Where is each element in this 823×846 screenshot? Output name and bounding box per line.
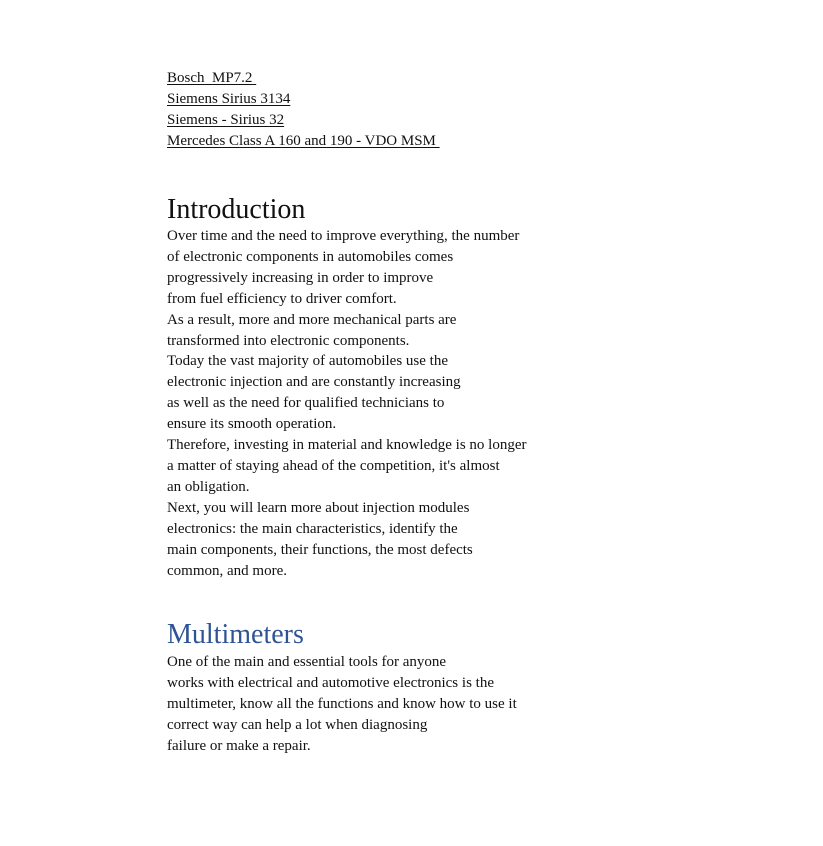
paragraph-line: as well as the need for qualified technicians to bbox=[167, 395, 445, 412]
paragraph-line: a matter of staying ahead of the competition, it's almost bbox=[167, 457, 500, 474]
multimeters-heading: Multimeters bbox=[167, 619, 304, 651]
paragraph-line: Therefore, investing in material and knowledge is no longer bbox=[167, 437, 527, 454]
paragraph-line: ensure its smooth operation. bbox=[167, 416, 337, 433]
paragraph-line: electronic injection and are constantly increasing bbox=[167, 374, 461, 391]
paragraph-line: transformed into electronic components. bbox=[167, 332, 410, 349]
paragraph-line: failure or make a repair. bbox=[167, 738, 311, 755]
link-list bbox=[167, 68, 767, 152]
paragraph-line: electronics: the main characteristics, identify the bbox=[167, 520, 458, 537]
paragraph-line: works with electrical and automotive electronics is the bbox=[167, 675, 494, 692]
paragraph-line: of electronic components in automobiles comes bbox=[167, 248, 454, 265]
introduction-heading: Introduction bbox=[167, 194, 306, 225]
paragraph-line: As a result, more and more mechanical parts are bbox=[167, 311, 457, 328]
introduction-paragraph bbox=[167, 226, 767, 581]
link-siemens-sirius-3134[interactable]: Siemens Sirius 3134 bbox=[167, 91, 291, 107]
paragraph-line: Today the vast majority of automobiles use the bbox=[167, 353, 448, 370]
multimeters-paragraph bbox=[167, 652, 767, 757]
link-mercedes-class-a[interactable]: Mercedes Class A 160 and 190 - VDO MSM bbox=[167, 133, 440, 149]
paragraph-line: correct way can help a lot when diagnosing bbox=[167, 717, 428, 734]
list-item bbox=[167, 131, 767, 152]
list-item bbox=[167, 68, 767, 89]
paragraph-line: an obligation. bbox=[167, 478, 250, 495]
paragraph-line: Over time and the need to improve everything, the number bbox=[167, 228, 520, 244]
paragraph-line: main components, their functions, the most defects bbox=[167, 541, 473, 558]
paragraph-line: One of the main and essential tools for anyone bbox=[167, 654, 447, 671]
link-bosch-mp72[interactable]: Bosch MP7.2 bbox=[167, 70, 257, 86]
list-item bbox=[167, 110, 767, 131]
document-page bbox=[167, 68, 767, 757]
paragraph-line: multimeter, know all the functions and know how to use it bbox=[167, 696, 517, 713]
paragraph-line: from fuel efficiency to driver comfort. bbox=[167, 290, 397, 307]
paragraph-line: common, and more. bbox=[167, 562, 287, 579]
paragraph-line: Next, you will learn more about injection modules bbox=[167, 499, 470, 516]
link-siemens-sirius-32[interactable]: Siemens - Sirius 32 bbox=[167, 112, 285, 128]
paragraph-line: progressively increasing in order to improve bbox=[167, 269, 434, 286]
list-item bbox=[167, 89, 767, 110]
